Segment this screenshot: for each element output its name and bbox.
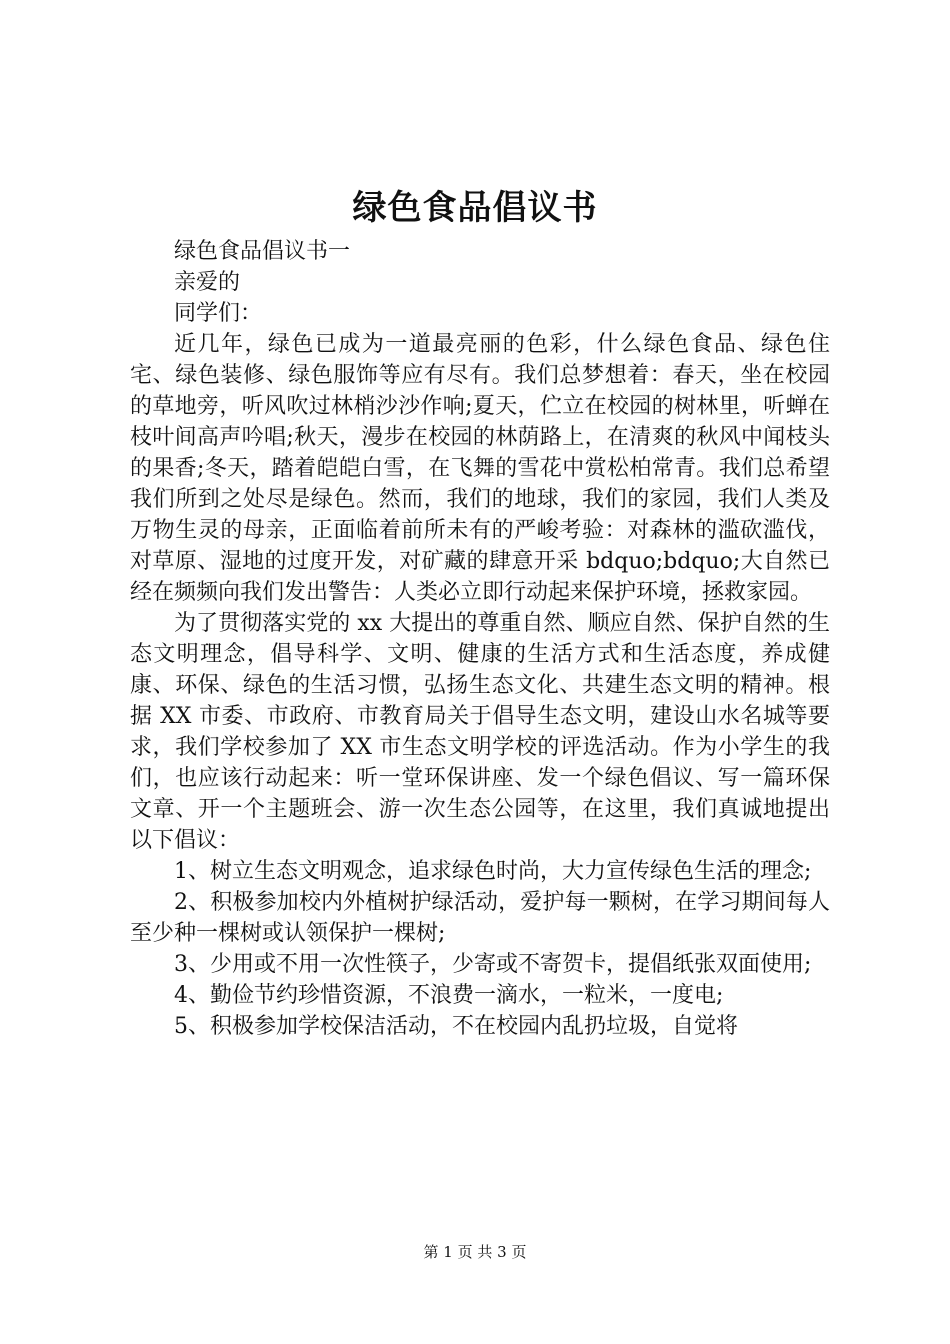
proposal-item: 1、树立生态文明观念，追求绿色时尚，大力宣传绿色生活的理念; [174,859,812,884]
proposal-item: 3、少用或不用一次性筷子，少寄或不寄贺卡，提倡纸张双面使用; [174,952,812,977]
paragraph-salutation: 亲爱的 [174,270,241,295]
document-body [130,236,830,1042]
paragraph-salutation-continued: 同学们： [174,301,263,326]
proposal-item: 5、积极参加学校保洁活动，不在校园内乱扔垃圾，自觉将 [174,1014,738,1039]
document-title: 绿色食品倡议书 [352,188,598,228]
paragraph-heading: 绿色食品倡议书一 [174,239,351,264]
paragraph-body: 为了贯彻落实党的 xx 大提出的尊重自然、顺应自然、保护自然的生态文明理念，倡导科学、文明、健康的生活方式和生活态度，养成健康、环保、绿色的生活习惯，弘扬生态文化、共建生态文明的精神。根据 XX 市委、市政府、市教育局关于倡导生态文明，建设山水名城等要求，我们学校参加了 XX 市生态文明学校的评选活动。作为小学生的我们，也应该行动起来：听一堂环保讲座、发一个绿色倡议、写一篇环保文章、开一个主题班会、游一次生态公园等，在这里，我们真诚地提出以下倡议： [130,611,830,853]
paragraph-body: 近几年，绿色已成为一道最亮丽的色彩，什么绿色食品、绿色住宅、绿色装修、绿色服饰等应有尽有。我们总梦想着：春天，坐在校园的草地旁，听风吹过林梢沙沙作响;夏天，伫立在校园的树林里，听蝉在枝叶间高声吟唱;秋天，漫步在校园的林荫路上，在清爽的秋风中闻枝头的果香;冬天，踏着皑皑白雪，在飞舞的雪花中赏松柏常青。我们总希望我们所到之处尽是绿色。然而，我们的地球，我们的家园，我们人类及万物生灵的母亲，正面临着前所未有的严峻考验：对森林的滥砍滥伐，对草原、湿地的过度开发，对矿藏的肆意开采 bdquo;bdquo;大自然已经在频频向我们发出警告：人类必立即行动起来保护环境，拯救家园。 [130,332,830,605]
proposal-item: 2、积极参加校内外植树护绿活动，爱护每一颗树，在学习期间每人至少种一棵树或认领保护一棵树; [130,890,830,946]
page-footer: 第 1 页 共 3 页 [423,1243,527,1261]
proposal-item: 4、勤俭节约珍惜资源，不浪费一滴水，一粒米，一度电; [174,983,724,1008]
